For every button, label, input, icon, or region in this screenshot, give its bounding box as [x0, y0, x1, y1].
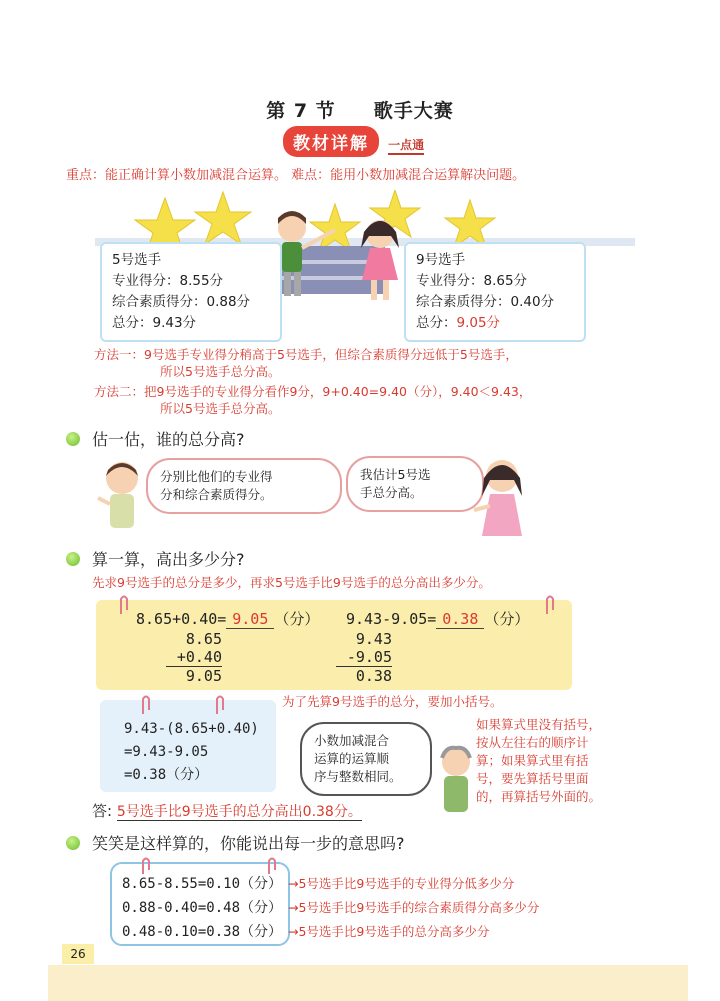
quality-score: 综合素质得分：0.40分: [416, 294, 555, 310]
calculation-hint: 先求9号选手的总分是多少，再求5号选手比9号选手的总分高出多少分。: [92, 575, 491, 590]
banner-label: 教材详解: [283, 126, 379, 157]
girl-thinking-figure: [472, 456, 536, 542]
quality-score: 综合素质得分：0.88分: [112, 294, 251, 310]
paperclip-icon: [118, 594, 130, 616]
boy-thinking-figure: [92, 458, 148, 538]
contestant-name: 9号选手: [416, 252, 466, 268]
page-number: 26: [62, 944, 94, 964]
bullet-icon: [66, 432, 80, 446]
step-box: [100, 700, 276, 792]
paperclip-icon: [544, 594, 556, 616]
question-explain: 笑笑是这样算的，你能说出每一步的意思吗?: [92, 834, 405, 853]
bullet-icon: [66, 836, 80, 850]
equation-one: 8.65+0.40= 9.05 （分）: [136, 610, 320, 628]
order-rule-note: 如果算式里没有括号， 按从左往右的顺序计 算；如果算式里有括 号，要先算括号里面 的，再算括号外面的。: [476, 717, 602, 804]
xiaoxiao-work-box: [110, 862, 290, 946]
contestant-name: 5号选手: [112, 252, 162, 268]
speech-bubble-girl: 我估计5号选 手总分高。: [346, 456, 484, 512]
star-icon: [195, 192, 251, 244]
total-score: 总分：9.05分: [416, 315, 501, 331]
paperclip-icon: [214, 694, 226, 716]
banner-tag: 一点通: [388, 136, 424, 155]
equation-two: 9.43-9.05= 0.38 （分）: [346, 610, 530, 628]
step-meanings: →5号选手比9号选手的专业得分低多少分 →5号选手比9号选手的综合素质得分高多少分 →5号选手比9号选手的总分高多少分: [288, 876, 540, 939]
speech-bubble-boy: 分别比他们的专业得 分和综合素质得分。: [146, 458, 342, 514]
question-calculate: 算一算，高出多少分?: [92, 550, 245, 569]
paperclip-icon: [140, 694, 152, 716]
arrow-right-icon: →: [288, 900, 299, 915]
section-title: 歌手大赛: [373, 100, 454, 122]
section-number: 第 7 节: [266, 100, 336, 122]
paperclip-icon: [266, 856, 278, 876]
pro-score: 专业得分：8.55分: [112, 273, 224, 289]
vertical-subtraction: 9.43 -9.05 0.38: [336, 630, 392, 685]
bullet-icon: [66, 552, 80, 566]
method-two: 方法二：把9号选手的专业得分看作9分，9+0.40=9.40（分），9.40＜9.43， 所以5号选手总分高。: [94, 384, 532, 416]
arrow-right-icon: →: [288, 924, 299, 939]
vertical-calc-box: [96, 600, 572, 690]
contestant-card: [100, 242, 282, 342]
vertical-addition: 8.65 +0.40 9.05: [166, 630, 222, 685]
bracket-note: 为了先算9号选手的总分，要加小括号。: [282, 694, 503, 709]
question-estimate: 估一估，谁的总分高?: [92, 430, 245, 449]
xiaoxiao-steps: 8.65-8.55=0.10（分） 0.88-0.40=0.48（分） 0.48-0.10=0.38（分）: [122, 876, 283, 940]
step-calculation: 9.43-(8.65+0.40) =9.43-9.05 =0.38（分）: [124, 721, 259, 783]
answer-line: 答: 5号选手比9号选手的总分高出0.38分。: [92, 802, 362, 820]
key-points: 重点：能正确计算小数加减混合运算。 难点：能用小数加减混合运算解决问题。: [66, 168, 526, 183]
order-bubble: 小数加减混合 运算的运算顺 序与整数相同。: [300, 722, 432, 796]
pro-score: 专业得分：8.65分: [416, 273, 528, 289]
method-one: 方法一：9号选手专业得分稍高于5号选手，但综合素质得分远低于5号选手， 所以5号选手总分高。: [94, 347, 518, 379]
textbook-banner: [283, 126, 424, 156]
total-score: 总分：9.43分: [112, 315, 197, 331]
page-footer: [48, 965, 688, 1001]
page-title: [0, 96, 720, 123]
arrow-right-icon: →: [288, 876, 299, 891]
paperclip-icon: [140, 856, 152, 876]
contestant-card: [404, 242, 586, 342]
